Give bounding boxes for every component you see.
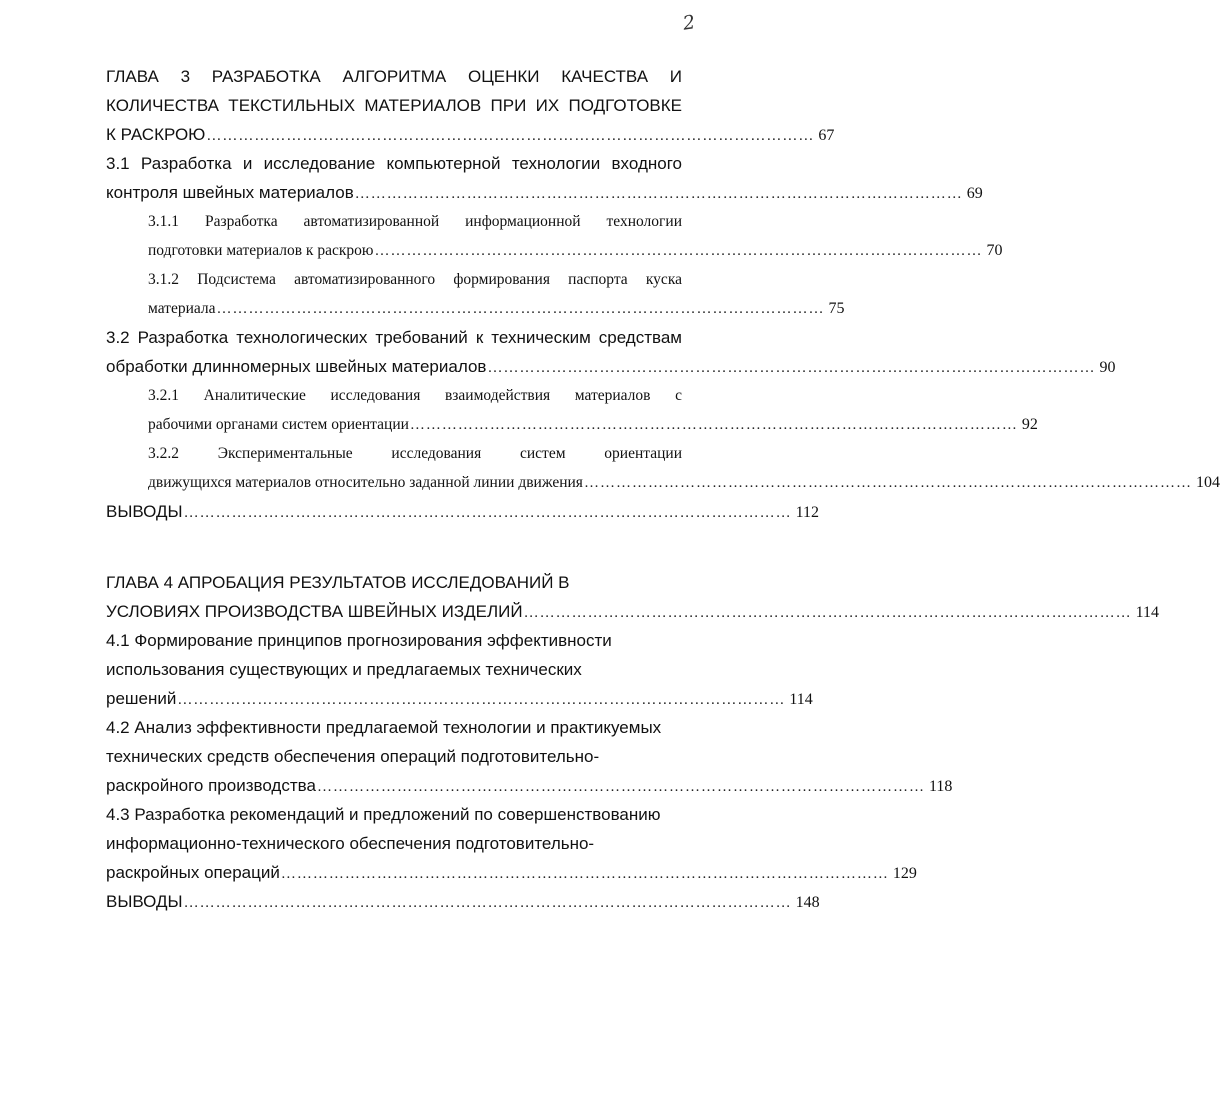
- dot-leader: ……………………………………………………………………………………………………: [183, 895, 792, 911]
- chapter3-heading-last: К РАСКРОЮ: [106, 125, 206, 144]
- section-4-2-line2: технических средств обеспечения операций подготовительно-: [106, 747, 600, 766]
- section-4-2-line1: 4.2 Анализ эффективности предлагаемой технологии и практикуемых: [106, 718, 662, 737]
- section-3-1-page: 69: [966, 185, 983, 202]
- chapter3-heading-line2: КОЛИЧЕСТВА ТЕКСТИЛЬНЫХ МАТЕРИАЛОВ ПРИ ИХ ПОДГОТОВКЕ: [106, 96, 682, 115]
- chapter3-conclusions: ВЫВОДЫ: [106, 502, 183, 521]
- section-4-3-entry: [106, 858, 917, 887]
- section-3-2-1-line1: 3.2.1 Аналитические исследования взаимодействия материалов с: [148, 387, 682, 404]
- section-3-1-2-line1: 3.1.2 Подсистема автоматизированного формирования паспорта куска: [148, 271, 682, 288]
- section-3-2-2-line2: движущихся материалов относительно заданной линии движения: [148, 474, 583, 491]
- chapter4-heading-entry: [106, 597, 1159, 626]
- section-3-1-1-entry: [148, 236, 1003, 265]
- chapter4-heading-line1: ГЛАВА 4 АПРОБАЦИЯ РЕЗУЛЬТАТОВ ИССЛЕДОВАНИЙ В: [106, 573, 570, 592]
- section-4-2-line3: раскройного производства: [106, 776, 316, 795]
- table-of-contents: [106, 62, 1220, 916]
- section-3-2-page: 90: [1099, 359, 1116, 376]
- chapter4-heading-line2: УСЛОВИЯХ ПРОИЗВОДСТВА ШВЕЙНЫХ ИЗДЕЛИЙ: [106, 602, 523, 621]
- dot-leader: ……………………………………………………………………………………………………: [280, 866, 889, 882]
- section-3-1-1-line2: подготовки материалов к раскрою: [148, 242, 374, 259]
- section-3-1-1-page: 70: [986, 242, 1003, 259]
- section-3-1-entry: [106, 178, 983, 207]
- chapter4-conclusions-page: 148: [795, 894, 820, 911]
- section-4-3-line2: информационно-технического обеспечения подготовительно-: [106, 834, 595, 853]
- section-3-2-1-page: 92: [1021, 416, 1038, 433]
- dot-leader: ……………………………………………………………………………………………………: [374, 243, 983, 259]
- chapter3-conclusions-entry: [106, 497, 819, 526]
- section-3-1-1-line1: 3.1.1 Разработка автоматизированной информационной технологии: [148, 213, 682, 230]
- section-4-3-page: 129: [892, 865, 917, 882]
- dot-leader: ……………………………………………………………………………………………………: [409, 417, 1018, 433]
- section-4-1-line1: 4.1 Формирование принципов прогнозирования эффективности: [106, 631, 612, 650]
- section-3-2-2-page: 104: [1195, 474, 1220, 491]
- section-3-2-2-entry: [148, 468, 1220, 497]
- dot-leader: ……………………………………………………………………………………………………: [216, 301, 825, 317]
- section-3-1-line2: контроля швейных материалов: [106, 183, 354, 202]
- dot-leader: ……………………………………………………………………………………………………: [523, 605, 1132, 621]
- section-4-3-line1: 4.3 Разработка рекомендаций и предложений по совершенствованию: [106, 805, 661, 824]
- section-3-2-1-entry: [148, 410, 1038, 439]
- dot-leader: ……………………………………………………………………………………………………: [487, 360, 1096, 376]
- dot-leader: ……………………………………………………………………………………………………: [316, 779, 925, 795]
- chapter3-conclusions-page: 112: [795, 504, 819, 521]
- section-4-2-page: 118: [928, 778, 953, 795]
- chapter3-heading-entry: [106, 120, 835, 149]
- chapter3-heading-line1: ГЛАВА 3 РАЗРАБОТКА АЛГОРИТМА ОЦЕНКИ КАЧЕСТВА И: [106, 67, 682, 86]
- section-3-2-2-line1: 3.2.2 Экспериментальные исследования систем ориентации: [148, 445, 682, 462]
- section-3-1-2-entry: [148, 294, 845, 323]
- dot-leader: ……………………………………………………………………………………………………: [583, 475, 1192, 491]
- section-3-2-entry: [106, 352, 1116, 381]
- dot-leader: ……………………………………………………………………………………………………: [183, 505, 792, 521]
- dot-leader: ……………………………………………………………………………………………………: [354, 186, 963, 202]
- chapter4-conclusions: ВЫВОДЫ: [106, 892, 183, 911]
- chapter3-page: 67: [818, 127, 835, 144]
- dot-leader: ……………………………………………………………………………………………………: [177, 692, 786, 708]
- chapter4-conclusions-entry: [106, 887, 820, 916]
- section-3-2-line1: 3.2 Разработка технологических требований к техническим средствам: [106, 328, 682, 347]
- section-4-1-page: 114: [789, 691, 813, 708]
- section-4-2-entry: [106, 771, 953, 800]
- section-3-1-2-line2: материала: [148, 300, 216, 317]
- section-3-1-line1: 3.1 Разработка и исследование компьютерной технологии входного: [106, 154, 682, 173]
- dot-leader: ……………………………………………………………………………………………………: [206, 128, 815, 144]
- section-3-2-line2: обработки длинномерных швейных материалов: [106, 357, 487, 376]
- section-4-1-line3: решений: [106, 689, 177, 708]
- handwritten-page-number: 2: [681, 11, 697, 35]
- section-4-1-line2: использования существующих и предлагаемых технических: [106, 660, 582, 679]
- chapter4-page: 114: [1135, 604, 1159, 621]
- section-4-1-entry: [106, 684, 813, 713]
- section-4-3-line3: раскройных операций: [106, 863, 280, 882]
- section-3-2-1-line2: рабочими органами систем ориентации: [148, 416, 409, 433]
- section-3-1-2-page: 75: [828, 300, 845, 317]
